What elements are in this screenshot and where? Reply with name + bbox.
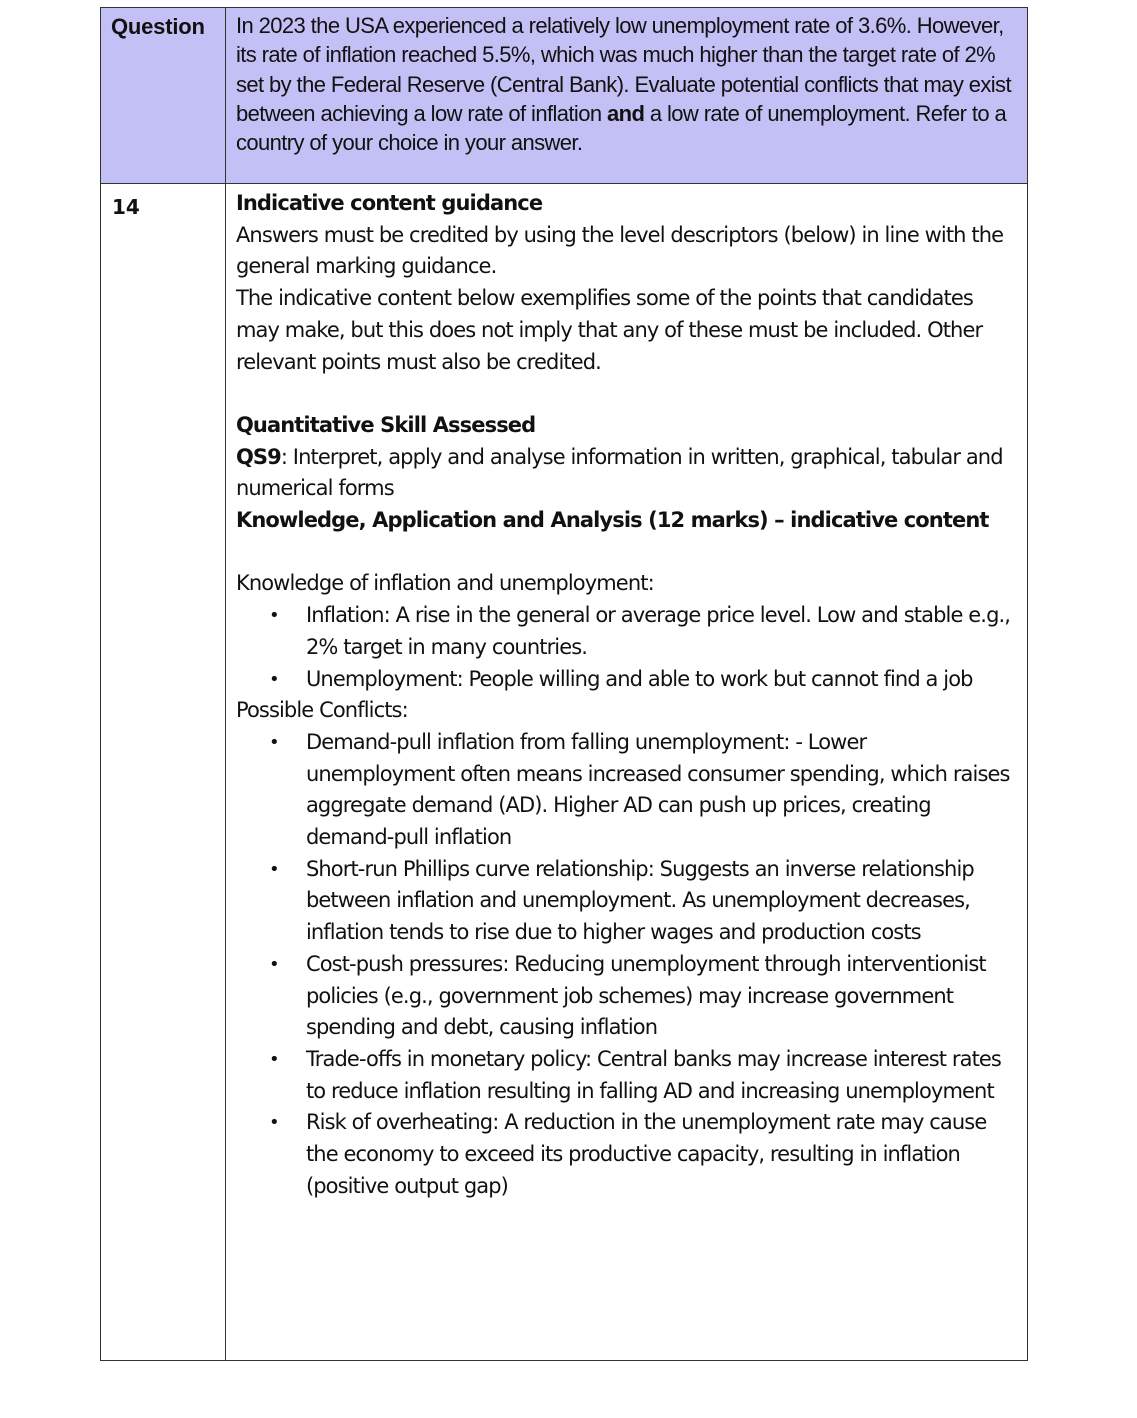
list-item: • Unemployment: People willing and able to work but cannot find a job — [306, 664, 1019, 696]
skill-description — [236, 442, 1019, 505]
question-label-cell — [101, 8, 226, 184]
list-item: • Trade-offs in monetary policy: Central banks may increase interest rates to reduce inflation resulting in falling AD and increasing unemployment — [306, 1044, 1019, 1107]
indicative-content-cell — [225, 184, 1027, 1361]
list-item: • Cost-push pressures: Reducing unemployment through interventionist policies (e.g., government job schemes) may increase government spending and debt, causing inflation — [306, 949, 1019, 1044]
answer-row — [101, 184, 1028, 1361]
question-text-cell — [225, 8, 1027, 184]
question-text-part2: a low rate of unemployment. Refer to a country of your choice in your answer. — [235, 100, 1007, 156]
skill-text: : Interpret, apply and analyse information in written, graphical, tabular and numerical forms — [235, 444, 1003, 501]
conflicts-heading: Possible Conflicts: — [235, 698, 408, 723]
kaa-title: Knowledge, Application and Analysis (12 marks) – indicative content — [235, 508, 989, 533]
question-text — [226, 8, 1027, 183]
question-number: 14 — [112, 195, 140, 219]
mark-scheme-table — [100, 7, 1028, 1361]
skill-title: Quantitative Skill Assessed — [235, 412, 536, 437]
guidance-title: Indicative content guidance — [235, 191, 543, 215]
guidance-paragraph-2: The indicative content below exemplifies some of the points that candidates may make, but this does not imply that any of these must be included. Other relevant points must also be credited. — [235, 286, 983, 374]
list-item: • Risk of overheating: A reduction in the unemployment rate may cause the economy to exceed its productive capacity, resulting in inflation (positive output gap) — [306, 1107, 1019, 1202]
list-item: • Short-run Phillips curve relationship: Suggests an inverse relationship between inflation and unemployment. As unemployment decreases, inflation tends to rise due to higher wages and production costs — [306, 854, 1019, 949]
list-item: • Demand-pull inflation from falling unemployment: - Lower unemployment often means increased consumer spending, which raises aggregate demand (AD). Higher AD can push up prices, creating demand-pull inflation — [306, 727, 1019, 854]
question-text-part1: In 2023 the USA experienced a relatively low unemployment rate of 3.6%. However, its rate of inflation reached 5.5%, which was much higher than the target rate of 2% set by the Federal Reserve (Central Bank). Evaluate potential conflicts that may exist between achieving a low rate of inflation — [235, 13, 1011, 126]
knowledge-heading: Knowledge of inflation and unemployment: — [235, 571, 654, 596]
knowledge-list — [236, 600, 1019, 695]
question-label: Question — [111, 14, 205, 39]
question-header-row — [101, 8, 1028, 184]
question-text-emphasis: and — [607, 100, 645, 126]
guidance-paragraph-1: Answers must be credited by using the level descriptors (below) in line with the general marking guidance. — [235, 222, 1004, 279]
question-number-cell — [101, 184, 226, 1361]
conflicts-list — [236, 727, 1019, 1203]
skill-code: QS9 — [235, 444, 281, 469]
list-item: • Inflation: A rise in the general or average price level. Low and stable e.g., 2% target in many countries. — [306, 600, 1019, 663]
